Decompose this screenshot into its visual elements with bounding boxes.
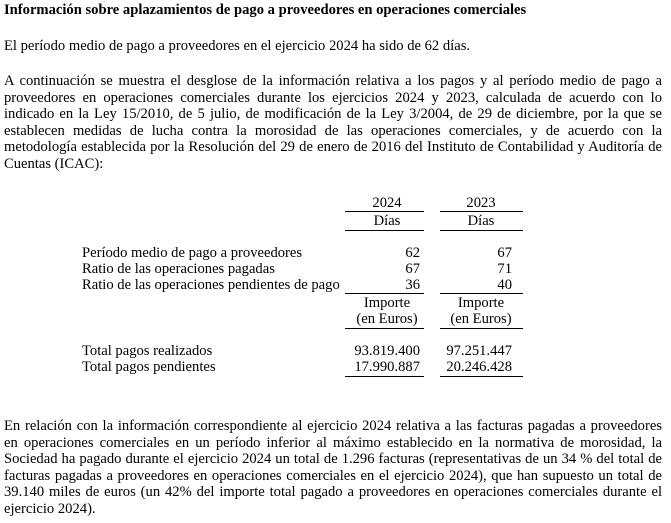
row-value-pmp-2023: 67	[497, 245, 512, 261]
days-rule-2023	[440, 230, 523, 231]
intro-paragraph: El período medio de pago a proveedores en el ejercicio 2024 ha sido de 62 días.	[4, 38, 471, 54]
amount-header-2024-line2: (en Euros)	[356, 311, 418, 327]
section-heading: Información sobre aplazamientos de pago a proveedores en operaciones comerciales	[4, 2, 527, 18]
row-value-total-paid-2023: 97.251.447	[446, 343, 512, 359]
amount-bottom-rule-2023	[440, 376, 523, 377]
year-2023-header: 2023	[466, 195, 496, 211]
row-value-pending-ratio-2024: 36	[405, 277, 420, 293]
row-value-total-paid-2024: 93.819.400	[354, 343, 420, 359]
description-paragraph: A continuación se muestra el desglose de la información relativa a los pagos y al período medio de pago a proveedores en operaciones comerciales durante los ejercicios 2024 y 2023, calculada de acuerdo con lo indicado en la Ley 15/2010, de 5 julio, de modificación de la Ley 3/2004, de 29 de diciembre, por la que se establecen medidas de lucha contra la morosidad de las operaciones comerciales, y de acuerdo con la metodología establecida por la Resolución del 29 de enero de 2016 del Instituto de Contabilidad y Auditoría de Cuentas (ICAC):	[4, 73, 662, 172]
row-value-pending-ratio-2023: 40	[497, 277, 512, 293]
amount-header-rule-2023	[440, 328, 523, 329]
row-value-total-pending-2024: 17.990.887	[354, 359, 420, 375]
amount-header-2024-line1: Importe	[363, 295, 411, 311]
header-rule-2024	[345, 211, 424, 212]
row-label-total-pending: Total pagos pendientes	[82, 359, 216, 375]
amount-header-rule-2024	[345, 328, 424, 329]
days-bottom-rule-2023	[440, 293, 523, 294]
row-label-total-paid: Total pagos realizados	[82, 343, 213, 359]
amount-header-2023-line2: (en Euros)	[450, 311, 512, 327]
days-rule-2024	[345, 230, 424, 231]
days-bottom-rule-2024	[345, 293, 424, 294]
row-value-pmp-2024: 62	[405, 245, 420, 261]
amount-header-2023-line1: Importe	[457, 295, 505, 311]
amount-bottom-rule-2024	[345, 376, 424, 377]
row-label-pending-ratio: Ratio de las operaciones pendientes de pago	[82, 277, 340, 293]
row-label-paid-ratio: Ratio de las operaciones pagadas	[82, 261, 275, 277]
row-value-paid-ratio-2023: 71	[497, 261, 512, 277]
row-label-pmp: Período medio de pago a proveedores	[82, 245, 303, 261]
days-header-2023: Días	[467, 213, 495, 229]
row-value-paid-ratio-2024: 67	[405, 261, 420, 277]
header-rule-2023	[440, 211, 523, 212]
year-2024-header: 2024	[372, 195, 402, 211]
days-header-2024: Días	[373, 213, 401, 229]
closing-paragraph: En relación con la información correspondiente al ejercicio 2024 relativa a las facturas pagadas a proveedores en operaciones comerciales en un período inferior al máximo establecido en la normativa de morosidad, la Sociedad ha pagado durante el ejercicio 2024 un total de 1.296 facturas (representativas de un 34 % del total de facturas pagadas a proveedores en operaciones comerciales en el ejercicio 2024), que han supuesto un total de 39.140 miles de euros (un 42% del importe total pagado a proveedores en operaciones comerciales durante el ejercicio 2024).	[4, 418, 662, 517]
row-value-total-pending-2023: 20.246.428	[446, 359, 512, 375]
